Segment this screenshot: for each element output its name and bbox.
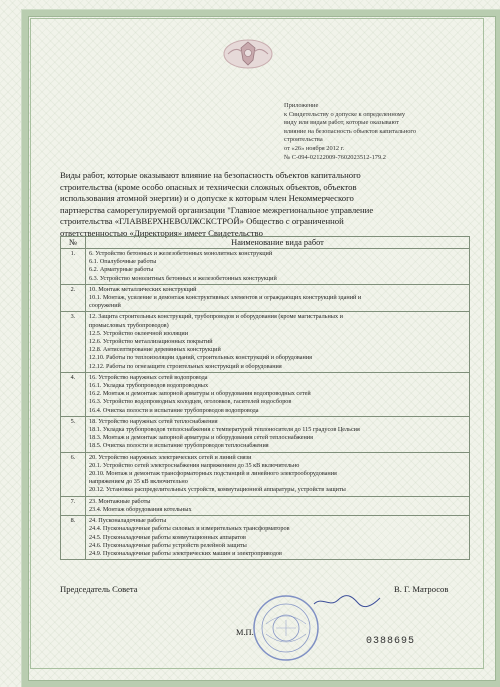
- work-item: 24.5. Пусконаладочные работы коммутационных аппаратов: [89, 533, 246, 541]
- table-row: [61, 249, 470, 285]
- work-group: [86, 496, 470, 515]
- table-row: [61, 496, 470, 515]
- work-item: 24.4. Пусконаладочные работы силовых и измерительных трансформаторов: [89, 525, 290, 533]
- table-row: [61, 416, 470, 452]
- work-item: 12. Защита строительных конструкций, трубопроводов и оборудования (кроме магистральных и: [89, 313, 343, 321]
- work-item: сооружений: [89, 302, 121, 310]
- work-item: 18.5. Очистка полости и испытание трубопроводов теплоснабжения: [89, 442, 269, 450]
- table-row: [61, 284, 470, 312]
- work-item: 16.3. Устройство водопроводных колодцев, оголовков, гасителей водосборов: [89, 398, 292, 406]
- work-item: 20.12. Установка распределительных устройств, коммутационной аппаратуры, устройств защиты: [89, 486, 346, 494]
- work-item: 16.4. Очистка полости и испытание трубопроводов водопровода: [89, 406, 259, 414]
- work-item: 24. Пусконаладочные работы: [89, 517, 167, 525]
- annex-line: Приложение: [284, 102, 319, 109]
- work-item: 16. Устройство наружных сетей водопровода: [89, 373, 208, 381]
- work-item: напряжением до 35 кВ включительно: [89, 478, 188, 486]
- work-item: 16.2. Монтаж и демонтаж запорной арматуры и оборудования водопроводных сетей: [89, 390, 311, 398]
- intro-line: ответственностью «Директория» имеет Свидетельство: [60, 227, 263, 238]
- work-group: [86, 249, 470, 285]
- row-number: 1.: [61, 249, 86, 285]
- work-item: 24.6. Пусконаладочные работы устройств релейной защиты: [89, 541, 247, 549]
- work-item: 12.6. Устройство металлизационных покрытий: [89, 338, 213, 346]
- work-item: 20.1. Устройство сетей электроснабжения напряжением до 35 кВ включительно: [89, 461, 300, 469]
- work-item: 6.1. Опалубочные работы: [89, 258, 157, 266]
- work-item: 6. Устройство бетонных и железобетонных монолитных конструкций: [89, 250, 273, 257]
- work-group: [86, 312, 470, 372]
- intro-line: использования атомной энергии) и о допуске к которым член Некоммерческого: [60, 193, 354, 204]
- work-item: 18. Устройство наружных сетей теплоснабжения: [89, 417, 218, 425]
- intro-line: строительства (кроме особо опасных и технически сложных объектов, объектов: [60, 181, 357, 192]
- table-row: [61, 312, 470, 372]
- intro-paragraph: [60, 170, 470, 240]
- annex-line: влияние на безопасность объектов капитального: [284, 127, 417, 135]
- intro-line: строительства «ГЛАВВЕРХНЕВОЛЖСКСТРОЙ» Общество с ограниченной: [60, 216, 344, 227]
- column-header-work-name: Наименование вида работ: [86, 237, 470, 249]
- serial-number: 0388695: [366, 636, 416, 647]
- work-group: [86, 416, 470, 452]
- work-item: 20.10. Монтаж и демонтаж трансформаторных подстанций и линейного электрооборудования: [89, 470, 337, 478]
- work-item: 6.2. Арматурные работы: [89, 266, 154, 274]
- work-item: 23.4. Монтаж оборудования котельных: [89, 505, 192, 513]
- table-row: [61, 372, 470, 416]
- row-number: 4.: [61, 372, 86, 416]
- table-row: [61, 452, 470, 496]
- work-item: 16.1. Укладка трубопроводов водопроводных: [89, 382, 209, 390]
- table-row: [61, 516, 470, 560]
- work-item: 12.12. Работы по огнезащите строительных конструкций и оборудования: [89, 362, 282, 370]
- row-number: 3.: [61, 312, 86, 372]
- work-group: [86, 284, 470, 312]
- chair-label: Председатель Совета: [60, 584, 138, 594]
- works-table: [60, 236, 470, 560]
- intro-line: партнерства саморегулируемой организации "Главное межрегиональное управление: [60, 204, 374, 215]
- row-number: 8.: [61, 516, 86, 560]
- column-header-number: №: [61, 237, 86, 249]
- row-number: 6.: [61, 452, 86, 496]
- work-item: 18.3. Монтаж и демонтаж запорной арматуры и оборудования сетей теплоснабжения: [89, 434, 313, 442]
- work-group: [86, 516, 470, 560]
- round-seal-icon: [252, 594, 320, 662]
- row-number: 2.: [61, 284, 86, 312]
- intro-line: Виды работ, которые оказывают влияние на безопасность объектов капитального: [60, 170, 361, 180]
- work-item: 10.1. Монтаж, усиление и демонтаж конструктивных элементов и ограждающих конструкций зданий и: [89, 294, 362, 302]
- annex-header: [284, 102, 460, 162]
- annex-line: № С-094-02122009-7602023512-179.2: [284, 153, 386, 161]
- annex-line: от «26» ноября 2012 г.: [284, 144, 345, 152]
- row-number: 7.: [61, 496, 86, 515]
- work-item: 12.8. Антисептирование деревянных конструкций: [89, 346, 221, 354]
- work-item: 18.1. Укладка трубопроводов теплоснабжения с температурой теплоносителя до 115 градусов Цельсия: [89, 426, 360, 434]
- work-item: 12.10. Работы по теплоизоляции зданий, строительных конструкций и оборудования: [89, 354, 312, 362]
- chair-name: В. Г. Матросов: [394, 584, 449, 594]
- work-item: 10. Монтаж металлических конструкций: [89, 285, 197, 293]
- work-item: 20. Устройство наружных электрических сетей и линий связи: [89, 453, 252, 461]
- annex-line: виду или видам работ, которые оказывают: [284, 119, 400, 127]
- signature-icon: [312, 594, 382, 608]
- work-item: 23. Монтажные работы: [89, 497, 151, 505]
- work-group: [86, 452, 470, 496]
- row-number: 5.: [61, 416, 86, 452]
- work-item: 12.5. Устройство оклеечной изоляции: [89, 329, 189, 337]
- annex-line: строительства: [284, 136, 323, 144]
- work-item: 6.3. Устройство монолитных бетонных и железобетонных конструкций: [89, 274, 277, 282]
- work-group: [86, 372, 470, 416]
- mp-label: М.П.: [236, 628, 254, 637]
- annex-line: к Свидетельству о допуске к определенному: [284, 110, 406, 118]
- coat-of-arms-icon: [222, 38, 274, 70]
- work-item: 24.9. Пусконаладочные работы электрических машин и электроприводов: [89, 549, 282, 557]
- work-item: промысловых трубопроводов): [89, 321, 169, 329]
